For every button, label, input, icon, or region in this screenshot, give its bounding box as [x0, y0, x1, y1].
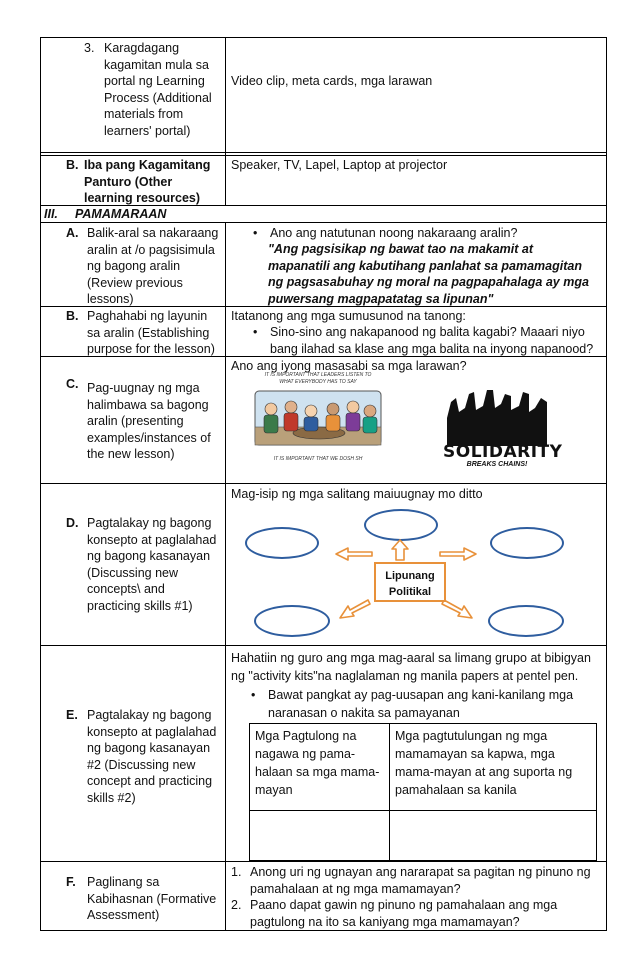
discussion-task: • Bawat pangkat ay pag-uusapan ang kani-kanilang mga naranasan o nakita sa pamayanan	[268, 686, 603, 722]
item-number: 3.	[84, 41, 95, 55]
examples-question: Ano ang iyong masasabi sa mga larawan?	[231, 359, 467, 373]
row-label: Pag-uugnay ng mga halimbawa sa bagong aralin (presenting examples/instances of the new lesson)	[87, 381, 211, 461]
breaks-chains-text: BREAKS CHAINS!	[466, 461, 528, 468]
row-letter: A.	[66, 226, 79, 240]
leaders-cartoon-image	[253, 372, 383, 466]
solidarity-image	[443, 388, 563, 470]
concept-oval-bottom-right	[488, 605, 564, 637]
review-question: • Ano ang natutunan noong nakaraang aralin?	[270, 225, 517, 242]
row-letter: C.	[66, 377, 79, 391]
row-content: Video clip, meta cards, mga larawan	[231, 74, 433, 88]
raised-fists-icon	[443, 388, 551, 446]
cartoon-caption-top: IT IS IMPORTANT THAT LEADERS LISTEN TO WHAT EVERYBODY HAS TO SAY	[264, 372, 372, 385]
row-label: Paghahabi ng layunin sa aralin (Establishing purpose for the lesson)	[87, 309, 215, 356]
row-label: Balik-aral sa nakaraang aralin at /o pagsisimula ng bagong aralin (Review previous lessons)	[87, 226, 219, 306]
section-roman: III.	[44, 207, 58, 221]
purpose-question: • Sino-sino ang nakapanood ng balita kagabi? Maaari niyo bang ilahad sa klase ang mga balita na inyong napanood?	[270, 324, 605, 357]
row-label: Iba pang Kagamitang Panturo (Other learning resources)	[84, 158, 211, 205]
concept-center-box: Lipunang Politikal	[374, 562, 446, 602]
row-label: Pagtalakay ng bagong konsepto at paglalahad ng bagong kasanayan (Discussing new concepts\ and practicing skills #1)	[87, 516, 217, 613]
row-letter: D.	[66, 516, 79, 530]
row-letter: E.	[66, 708, 78, 722]
row-label: Paglinang sa Kabihasnan (Formative Assessment)	[87, 875, 217, 922]
activity-table-header-2: Mga pagtutulungan ng mga mamamayan sa kapwa, mga mama-mayan at ang suporta ng pamahalaan sa kanila	[395, 729, 573, 797]
concept-oval-left	[245, 527, 319, 559]
row-letter: B.	[66, 309, 79, 323]
concept-oval-right	[490, 527, 564, 559]
activity-table-header-1: Mga Pagtulong na nagawa ng pama- halaan sa mga mama- mayan	[255, 729, 380, 797]
solidarity-text: SOLIDARITY	[443, 442, 563, 462]
row-label: Karagdagang kagamitan mula sa portal ng Learning Process (Additional materials from learners' portal)	[104, 41, 212, 138]
cartoon-caption-bottom: IT IS IMPORTANT THAT WE DOSH SH	[273, 456, 363, 462]
purpose-intro: Itatanong ang mga sumusunod na tanong:	[231, 309, 466, 323]
discussion-prompt: Mag-isip ng mga salitang maiuugnay mo ditto	[231, 487, 483, 501]
row-letter: B.	[66, 158, 79, 172]
meeting-people-icon	[253, 389, 383, 455]
row-label: Pagtalakay ng bagong konsepto at paglalahad ng bagong kasanayan #2 (Discussing new concept and practicing skills #2)	[87, 708, 217, 805]
discussion-intro: Hahatiin ng guro ang mga mag-aaral sa limang grupo at bibigyan ng "activity kits"na naglalaman ng manila papers at pentel pen.	[231, 651, 591, 683]
review-quote: "Ang pagsisikap ng bawat tao na makamit at mapanatili ang kabutihang panlahat sa pamamagitan ng pagsasabuhay ng moral na pagpapahalaga ay mga puwersang magpapatatag sa lipunan"	[268, 242, 589, 306]
row-content: Speaker, TV, Lapel, Laptop at projector	[231, 158, 448, 172]
concept-oval-bottom-left	[254, 605, 330, 637]
row-letter: F.	[66, 875, 76, 889]
section-title: PAMAMARAAN	[75, 207, 167, 221]
